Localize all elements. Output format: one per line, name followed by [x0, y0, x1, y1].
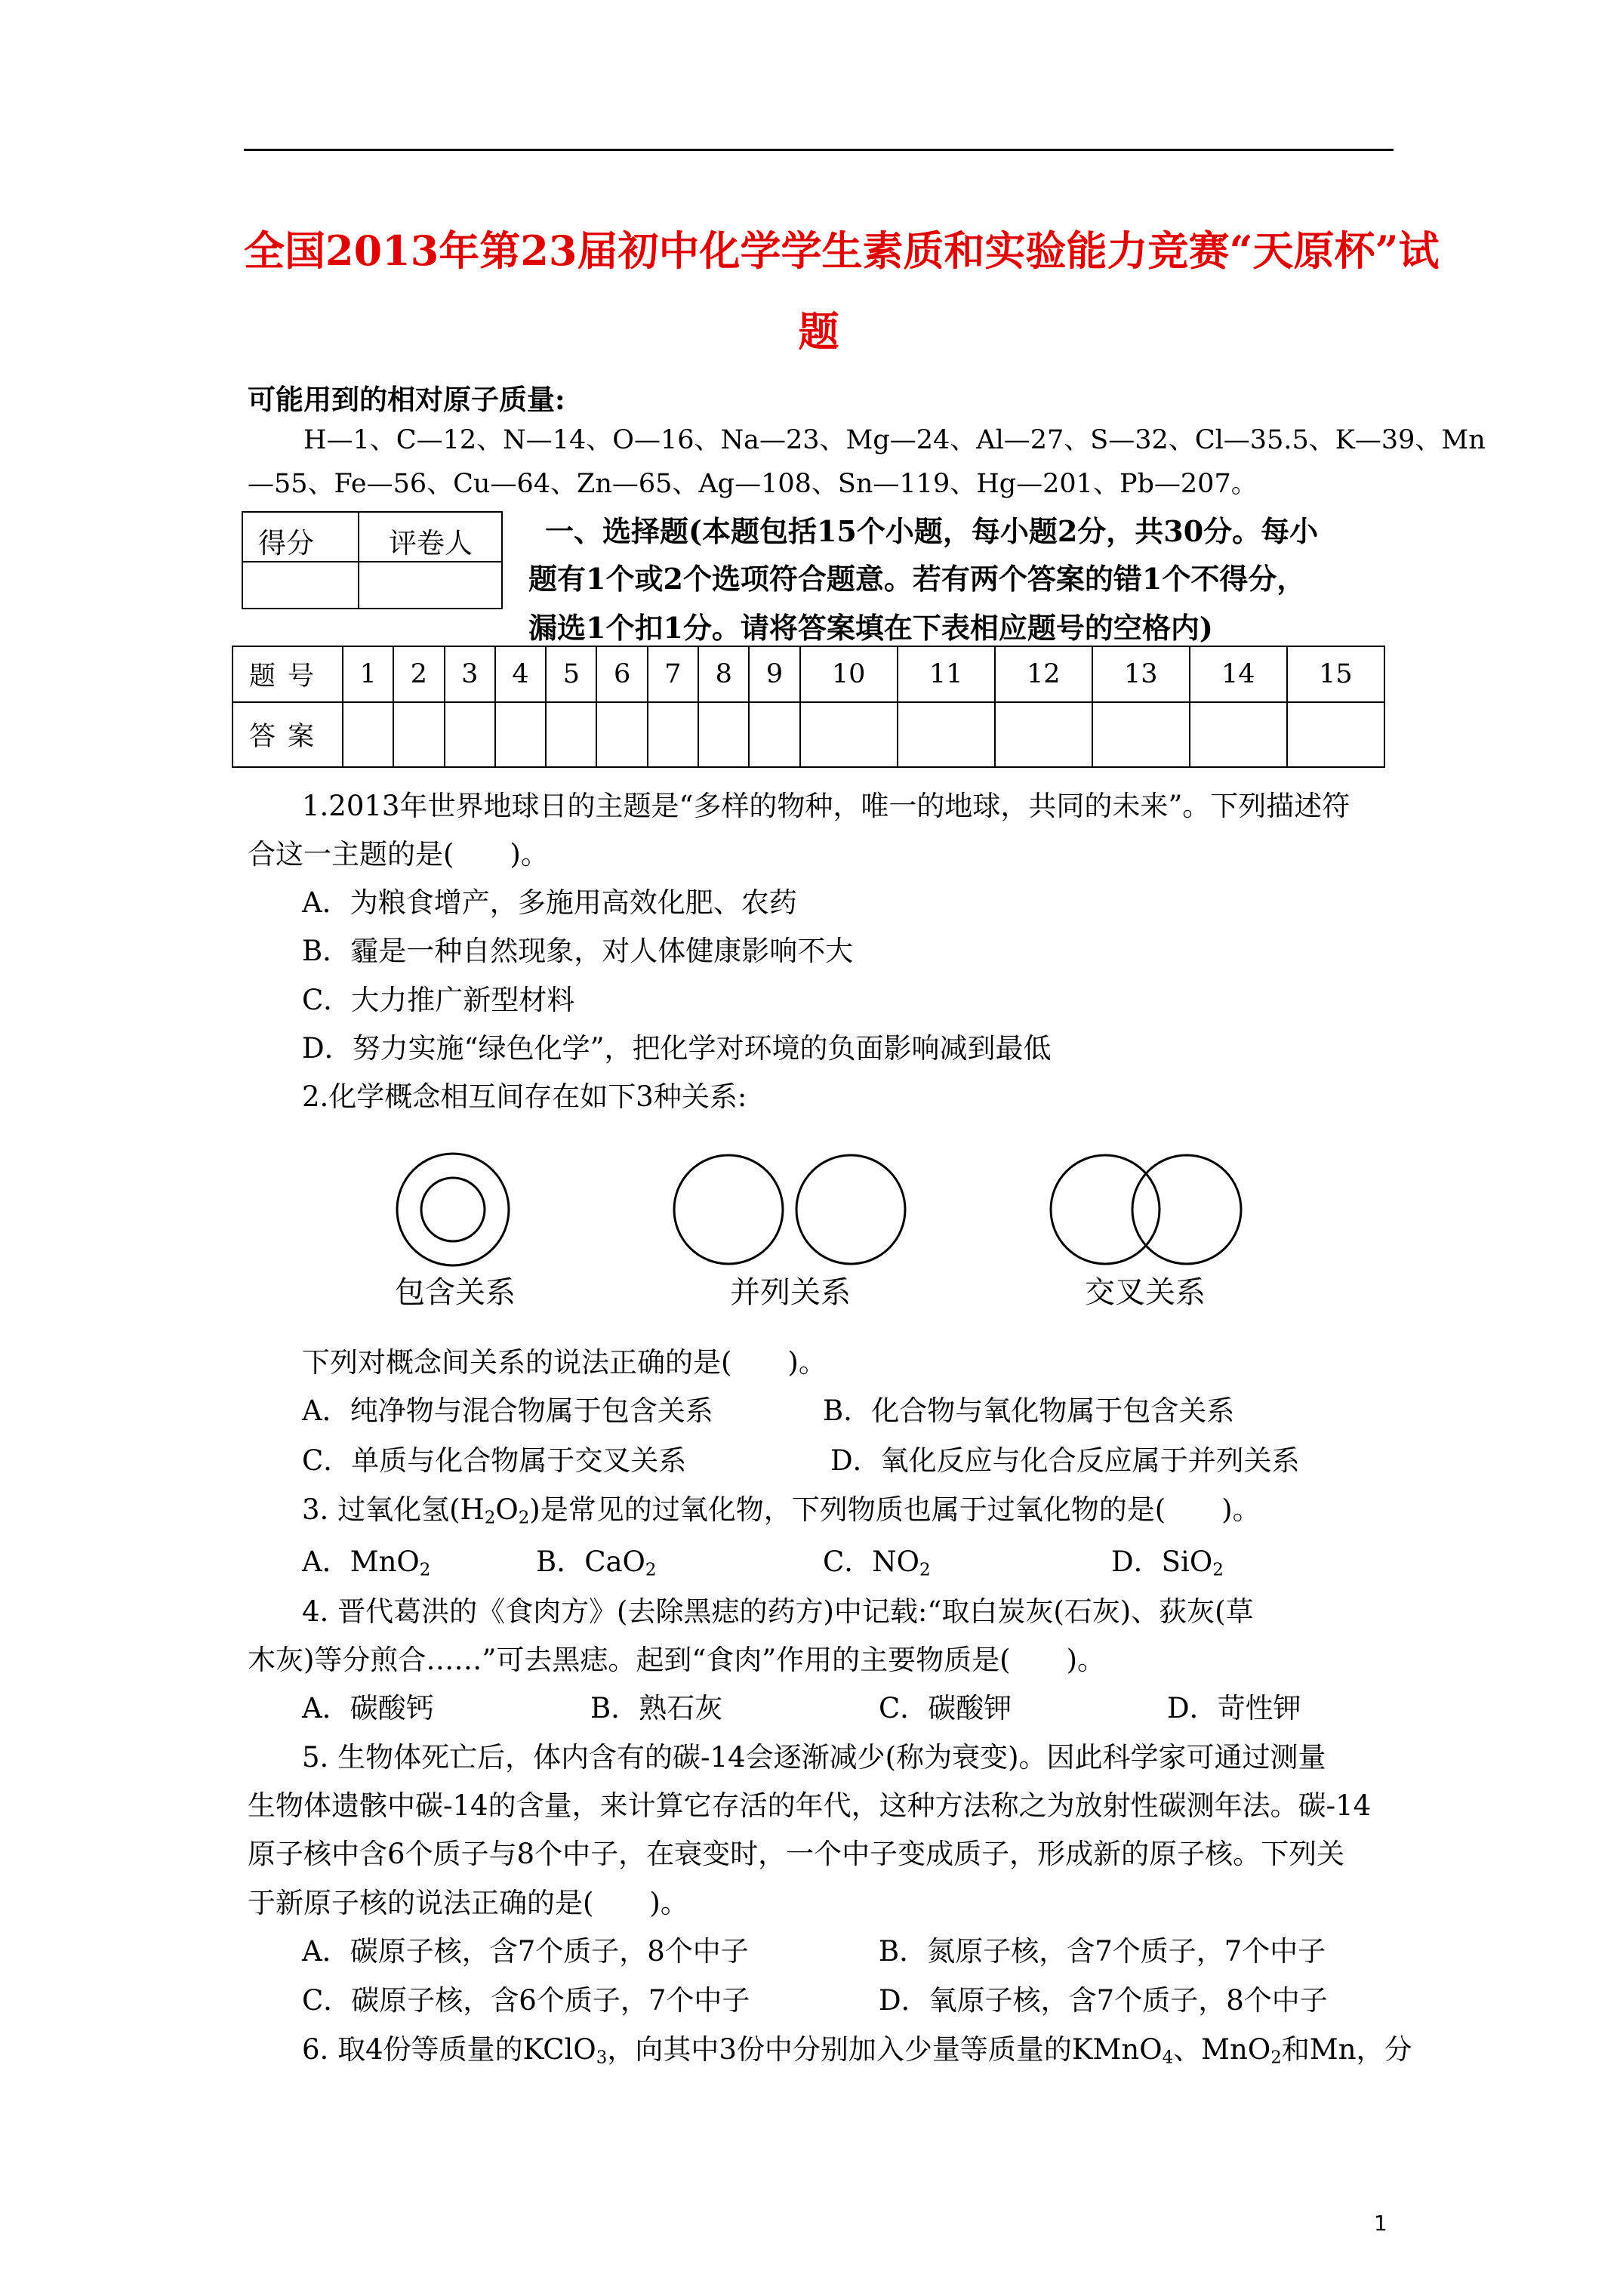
inclusion-inner-circle — [421, 1178, 485, 1241]
page-number: 1 — [1374, 2211, 1387, 2236]
answer-cell[interactable] — [1287, 702, 1384, 767]
question-3-option-b: B．CaO$_2$ — [536, 1546, 657, 1580]
question-5-stem: 5. 生物体死亡后，体内含有的碳-14会逐渐减少(称为衰变)。因此科学家可通过测量 — [302, 1741, 1326, 1774]
section-instructions: 题有1个或2个选项符合题意。若有两个答案的错1个不得分， — [528, 562, 1306, 596]
question-2-option-b: B．化合物与氧化物属于包含关系 — [823, 1395, 1235, 1427]
question-3-option-c: C．$NO_2$ — [823, 1546, 931, 1580]
atomic-mass-line: —55、Fe—56、Cu—64、Zn—65、Ag—108、Sn—119、Hg—201、Pb—207。 — [248, 469, 1258, 499]
question-4-stem: 4. 晋代葛洪的《食肉方》(去除黑痣的药方)中记载:“取白炭灰(石灰)、荻灰(草 — [302, 1595, 1254, 1628]
question-number: 15 — [1287, 646, 1384, 702]
question-4-option-a: A．碳酸钙 — [302, 1692, 434, 1724]
inclusion-caption: 包含关系 — [395, 1275, 516, 1310]
section-instructions: 漏选1个扣1分。请将答案填在下表相应题号的空格内) — [528, 611, 1213, 645]
question-3-option-d: D．SiO$_2$ — [1111, 1546, 1224, 1580]
question-2-prompt: 下列对概念间关系的说法正确的是( )。 — [302, 1346, 827, 1379]
header-rule — [244, 149, 1394, 151]
parallel-right-circle — [796, 1155, 905, 1264]
question-1-option-c: C．大力推广新型材料 — [302, 984, 575, 1016]
question-4-option-c: C．碳酸钾 — [879, 1692, 1012, 1724]
answer-cell[interactable] — [546, 702, 596, 767]
atomic-mass-heading: 可能用到的相对原子质量: — [248, 383, 565, 416]
question-number: 8 — [698, 646, 749, 702]
question-5-option-b: B．氮原子核，含7个质子，7个中子 — [879, 1935, 1326, 1968]
atomic-mass-line: H—1、C—12、N—14、O—16、Na—23、Mg—24、Al—27、S—32、Cl—35.5、K—39、Mn — [303, 425, 1486, 455]
answer-cell[interactable] — [445, 702, 495, 767]
question-4-option-b: B．熟石灰 — [590, 1692, 723, 1724]
score-box — [242, 511, 503, 609]
question-5-option-c: C．碳原子核，含6个质子，7个中子 — [302, 1984, 750, 2017]
question-number: 12 — [995, 646, 1092, 702]
question-number: 3 — [445, 646, 495, 702]
answer-cell[interactable] — [596, 702, 647, 767]
question-2-stem: 2.化学概念相互间存在如下3种关系: — [302, 1080, 747, 1113]
section-heading: 一、选择题(本题包括15个小题，每小题2分，共30分。每小 — [545, 514, 1319, 548]
question-1-option-b: B．霾是一种自然现象，对人体健康影响不大 — [302, 935, 854, 967]
document-title: 全国2013年第23届初中化学学生素质和实验能力竞赛“天原杯”试 — [244, 227, 1440, 275]
question-1-option-d: D．努力实施“绿色化学”，把化学对环境的负面影响减到最低 — [302, 1032, 1052, 1065]
question-number: 1 — [343, 646, 393, 702]
question-5-stem-continued: 生物体遗骸中碳-14的含量，来计算它存活的年代，这种方法称之为放射性碳测年法。碳-14 — [248, 1789, 1372, 1822]
answer-cell[interactable] — [698, 702, 749, 767]
table-row — [233, 646, 1384, 702]
answer-cell[interactable] — [1092, 702, 1190, 767]
question-3-option-a: A．MnO$_2$ — [302, 1546, 431, 1580]
parallel-caption: 并列关系 — [730, 1275, 851, 1310]
question-4-stem-continued: 木灰)等分煎合……”可去黑痣。起到“食肉”作用的主要物质是( )。 — [248, 1644, 1106, 1676]
grader-label: 评卷人 — [389, 527, 473, 559]
question-5-stem-continued: 原子核中含6个质子与8个中子，在衰变时，一个中子变成质子，形成新的原子核。下列关 — [248, 1838, 1345, 1870]
answer-cell[interactable] — [648, 702, 698, 767]
intersection-right-circle — [1132, 1155, 1241, 1264]
answer-cell[interactable] — [995, 702, 1092, 767]
score-label: 得分 — [258, 527, 314, 559]
answer-cell[interactable] — [898, 702, 995, 767]
question-1-stem-continued: 合这一主题的是( )。 — [248, 838, 549, 871]
question-1-stem: 1.2013年世界地球日的主题是“多样的物种，唯一的地球，共同的未来”。下列描述符 — [302, 790, 1350, 822]
answer-cell[interactable] — [343, 702, 393, 767]
question-5-option-d: D．氧原子核，含7个质子，8个中子 — [879, 1984, 1328, 2017]
answer-table — [232, 646, 1385, 768]
intersection-left-circle — [1051, 1155, 1160, 1264]
question-number: 5 — [546, 646, 596, 702]
question-6-stem: 6. 取4份等质量的KClO$_3$，向其中3份中分别加入少量等质量的KMnO$_4$、MnO$_2$和Mn，分 — [302, 2033, 1412, 2068]
answer-cell[interactable] — [1190, 702, 1287, 767]
parallel-left-circle — [674, 1155, 783, 1264]
answer-cell[interactable] — [495, 702, 546, 767]
question-number: 13 — [1092, 646, 1190, 702]
table-row — [233, 702, 1384, 767]
question-number: 10 — [800, 646, 898, 702]
document-title-continued: 题 — [798, 307, 839, 356]
question-2-option-a: A．纯净物与混合物属于包含关系 — [302, 1395, 713, 1427]
question-4-option-d: D．苛性钾 — [1167, 1692, 1301, 1724]
question-2-option-d: D．氧化反应与化合反应属于并列关系 — [830, 1444, 1300, 1477]
question-5-option-a: A．碳原子核，含7个质子，8个中子 — [302, 1935, 749, 1968]
question-5-stem-continued: 于新原子核的说法正确的是( )。 — [248, 1887, 688, 1919]
question-number: 6 — [596, 646, 647, 702]
answer-cell[interactable] — [800, 702, 898, 767]
inclusion-outer-circle — [397, 1154, 509, 1265]
answer-header: 答案 — [233, 702, 343, 767]
question-2-option-c: C．单质与化合物属于交叉关系 — [302, 1444, 687, 1477]
question-number: 7 — [648, 646, 698, 702]
answer-cell[interactable] — [393, 702, 444, 767]
question-number: 11 — [898, 646, 995, 702]
intersection-caption: 交叉关系 — [1085, 1275, 1206, 1310]
answer-cell[interactable] — [749, 702, 799, 767]
question-number-header: 题号 — [233, 646, 343, 702]
question-1-option-a: A．为粮食增产，多施用高效化肥、农药 — [302, 886, 797, 919]
question-number: 4 — [495, 646, 546, 702]
question-number: 9 — [749, 646, 799, 702]
question-number: 2 — [393, 646, 444, 702]
question-3-stem: 3. 过氧化氢$(H_2O_2)$是常见的过氧化物，下列物质也属于过氧化物的是( )。 — [302, 1493, 1261, 1528]
question-number: 14 — [1190, 646, 1287, 702]
